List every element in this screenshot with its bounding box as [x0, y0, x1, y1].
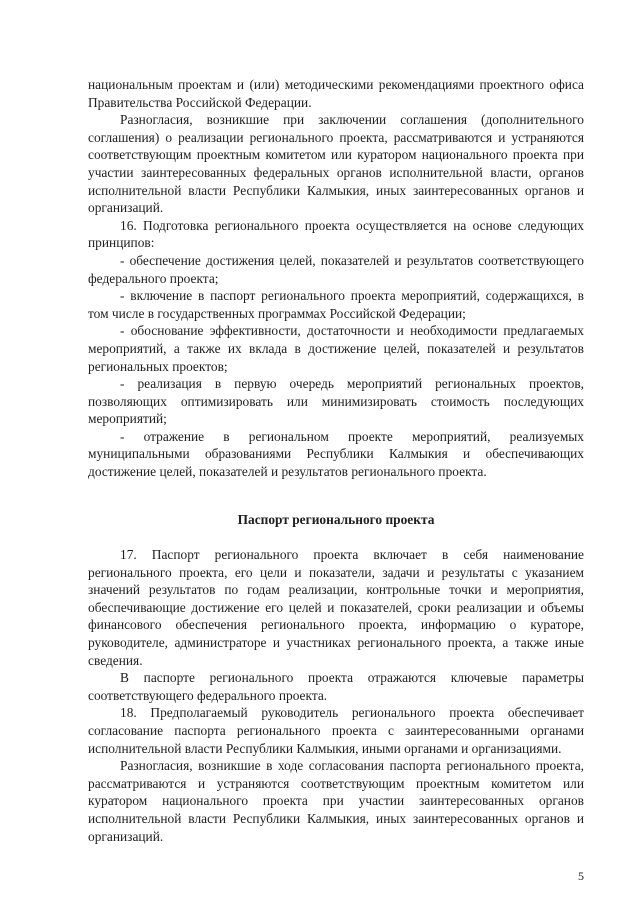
section-heading: Паспорт регионального проекта	[237, 512, 435, 527]
text-block-bottom	[88, 546, 584, 845]
paragraph-key-parameters: В паспорте регионального проекта отражаются ключевые параметры соответствующего федерального проекта.	[88, 670, 584, 703]
paragraph-continuation: национальным проектам и (или) методическими рекомендациями проектного офиса Правительства Российской Федерации.	[88, 77, 584, 110]
paragraph-18-approval: 18. Предполагаемый руководитель регионального проекта обеспечивает согласование паспорта регионального проекта с заинтересованными органами исполнительной власти Республики Калмыкия, иными органами и организациями.	[88, 705, 584, 756]
list-item-justification: - обоснование эффективности, достаточности и необходимости предлагаемых мероприятий, а также их вклада в достижение целей, показателей и результатов региональных проектов;	[88, 323, 584, 374]
list-item-inclusion: - включение в паспорт регионального проекта мероприятий, содержащихся, в том числе в государственных программах Российской Федерации;	[88, 288, 584, 321]
list-item-provision: - обеспечение достижения целей, показателей и результатов соответствующего федерального проекта;	[88, 252, 584, 286]
list-item-reflection: - отражение в региональном проекте мероприятий, реализуемых муниципальными образованиями Республики Калмыкия и обеспечивающих достижение целей, показателей и результатов регионального проекта.	[88, 428, 584, 480]
paragraph-disagreements-agreement: Разногласия, возникшие при заключении соглашения (дополнительного соглашения) о реализации регионального проекта, рассматриваются и устраняются соответствующим проектным комитетом или куратором национального проекта при участии заинтересованных федеральных органов исполнительной власти, органов исполнительной власти Республики Калмыкия, иных заинтересованных органов и организаций.	[88, 112, 584, 216]
paragraph-16-principles: 16. Подготовка регионального проекта осуществляется на основе следующих принципов:	[88, 217, 584, 251]
list-item-priority: - реализация в первую очередь мероприятий региональных проектов, позволяющих оптимизировать или минимизировать стоимость последующих мероприятий;	[88, 376, 584, 427]
paragraph-17-passport: 17. Паспорт регионального проекта включает в себя наименование регионального проекта, его цели и показатели, задачи и результаты с указанием значений результатов по годам реализации, контрольные точки и мероприятия, обеспечивающие достижение его целей и показателей, сроки реализации и объемы финансового обеспечения регионального проекта, информацию о кураторе, руководителе, администраторе и участниках регионального проекта, а также иные сведения.	[88, 547, 584, 668]
page-number: 5	[578, 869, 584, 883]
paragraph-disagreements-passport: Разногласия, возникшие в ходе согласования паспорта регионального проекта, рассматриваются и устраняются соответствующим проектным комитетом или куратором национального проекта при участии заинтересованных органов исполнительной власти Республики Калмыкия, иных заинтересованных органов и организаций.	[88, 758, 584, 844]
text-block-top	[88, 76, 584, 481]
